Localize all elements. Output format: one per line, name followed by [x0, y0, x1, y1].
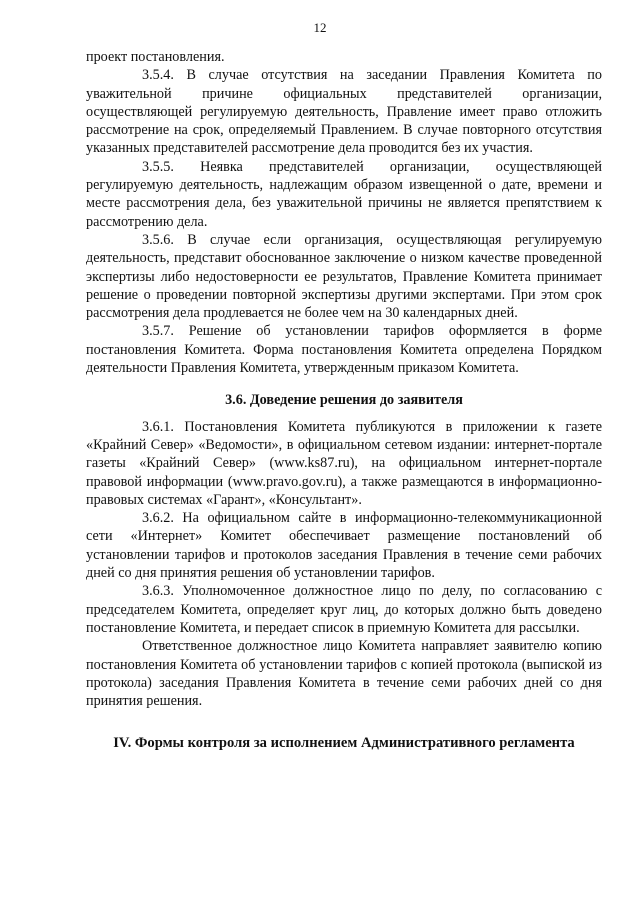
- paragraphs-after-heading: [86, 418, 602, 711]
- paragraph: 3.6.1. Постановления Комитета публикуются в приложении к газете «Крайний Север» «Ведомости», в официальном сетевом издании: интернет-портале газеты «Крайний Север» (www.ks87.ru), на официальном интернет-портале правовой информации (www.pravo.gov.ru), а также размещаются в информационно-правовых системах «Гарант», «Консультант».: [86, 418, 602, 508]
- chapter-heading: IV. Формы контроля за исполнением Административного регламента: [113, 735, 575, 752]
- paragraphs-before-heading: [86, 48, 602, 377]
- paragraph: Ответственное должностное лицо Комитета направляет заявителю копию постановления Комитета об установлении тарифов с копией протокола (выпиской из протокола) заседания Правления Комитета в течение семи рабочих дней со дня принятия решения.: [86, 638, 602, 710]
- page-content: [86, 48, 602, 761]
- paragraph: 3.6.2. На официальном сайте в информационно-телекоммуникационной сети «Интернет» Комитет обеспечивает размещение постановлений об установлении тарифов и протоколов заседания Правления в течение семи рабочих дней со дня принятия решения об установлении тарифов.: [86, 510, 602, 582]
- paragraph: 3.5.7. Решение об установлении тарифов оформляется в форме постановления Комитета. Форма постановления Комитета определена Порядком деятельности Правления Комитета, утвержденным приказом Комитета.: [86, 323, 602, 377]
- section-heading: 3.6. Доведение решения до заявителя: [225, 392, 463, 409]
- paragraph: 3.5.6. В случае если организация, осуществляющая регулируемую деятельность, представит обоснованное заключение о низком качестве проведенной экспертизы либо недостоверности ее результатов, Правление Комитета принимает решение о проведении повторной экспертизы другими экспертами. При этом срок рассмотрения дела продлевается не более чем на 30 календарных дней.: [86, 231, 602, 322]
- paragraph: 3.6.3. Уполномоченное должностное лицо по делу, по согласованию с председателем Комитета, определяет круг лиц, до которых должно быть доведено постановление Комитета, и передает список в приемную Комитета для рассылки.: [86, 583, 602, 636]
- paragraph: 3.5.5. Неявка представителей организации, осуществляющей регулируемую деятельность, надлежащим образом извещенной о дате, времени и месте рассмотрения дела, без уважительной причины не является препятствием к рассмотрению дела.: [86, 158, 602, 230]
- page-number: 12: [313, 20, 327, 35]
- paragraph: 3.5.4. В случае отсутствия на заседании Правления Комитета по уважительной причине официальных представителей организации, осуществляющей регулируемую деятельность, Правление имеет право отложить рассмотрение на срок, определяемый Правлением. В случае повторного отсутствия указанных представителей рассмотрение дела проводится без их участия.: [86, 67, 602, 157]
- paragraph: проект постановления.: [86, 49, 225, 65]
